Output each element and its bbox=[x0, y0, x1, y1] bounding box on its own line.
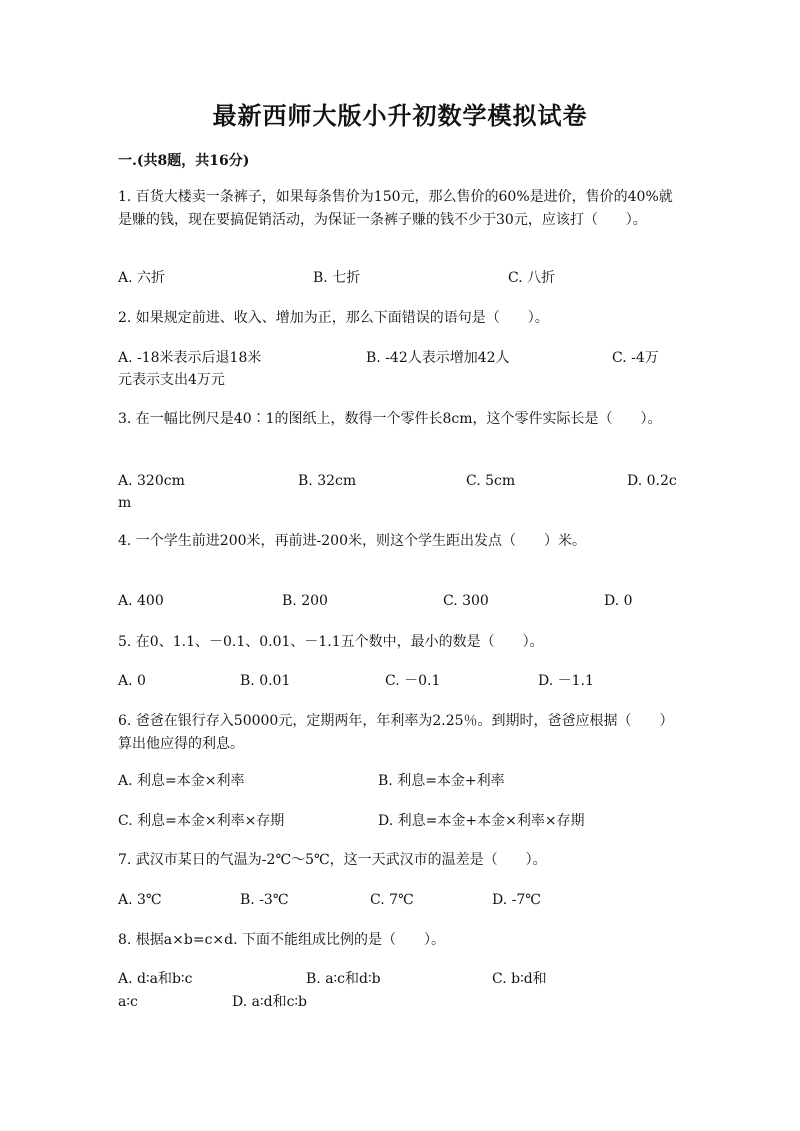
q2-option-c[interactable]: C. -4万 bbox=[612, 350, 659, 366]
q1-option-c[interactable]: C. 八折 bbox=[508, 270, 556, 286]
q4-option-b[interactable]: B. 200 bbox=[282, 593, 328, 609]
q1-option-b[interactable]: B. 七折 bbox=[313, 270, 361, 286]
q6-option-a[interactable]: A. 利息=本金×利率 bbox=[118, 773, 245, 789]
q5-option-a[interactable]: A. 0 bbox=[118, 673, 146, 689]
q6-option-c[interactable]: C. 利息=本金×利率×存期 bbox=[118, 813, 285, 829]
q3-option-a[interactable]: A. 320cm bbox=[118, 473, 185, 489]
question-1: 1. 百货大楼卖一条裤子，如果每条售价为150元，那么售价的60%是进价，售价的40%就是赚的钱，现在要搞促销活动，为保证一条裤子赚的钱不少于30元，应该打（ ）。 bbox=[118, 189, 673, 228]
q5-option-b[interactable]: B. 0.01 bbox=[240, 673, 291, 689]
q4-option-d[interactable]: D. 0 bbox=[604, 593, 633, 609]
q5-option-c[interactable]: C. －0.1 bbox=[385, 673, 441, 689]
question-8: 8. 根据a×b=c×d. 下面不能组成比例的是（ ）。 bbox=[118, 932, 446, 948]
q4-option-c[interactable]: C. 300 bbox=[443, 593, 489, 609]
question-3: 3. 在一幅比例尺是40∶1的图纸上，数得一个零件长8cm，这个零件实际长是（ ）。 bbox=[118, 411, 662, 427]
q5-option-d[interactable]: D. －1.1 bbox=[538, 673, 594, 689]
q3-option-d[interactable]: D. 0.2c bbox=[627, 473, 677, 489]
q2-option-c-continued: 元表示支出4万元 bbox=[118, 372, 225, 388]
q6-option-d[interactable]: D. 利息=本金+本金×利率×存期 bbox=[378, 813, 585, 829]
q7-option-a[interactable]: A. 3℃ bbox=[118, 892, 162, 908]
q2-option-a[interactable]: A. -18米表示后退18米 bbox=[118, 350, 262, 366]
q4-option-a[interactable]: A. 400 bbox=[118, 593, 164, 609]
q6-option-b[interactable]: B. 利息=本金+利率 bbox=[378, 773, 505, 789]
q1-option-a[interactable]: A. 六折 bbox=[118, 270, 166, 286]
q3-option-c[interactable]: C. 5cm bbox=[466, 473, 516, 489]
question-2: 2. 如果规定前进、收入、增加为正，那么下面错误的语句是（ ）。 bbox=[118, 310, 549, 326]
q7-option-c[interactable]: C. 7℃ bbox=[370, 892, 414, 908]
q2-option-b[interactable]: B. -42人表示增加42人 bbox=[366, 350, 510, 366]
question-5: 5. 在0、1.1、－0.1、0.01、－1.1五个数中，最小的数是（ ）。 bbox=[118, 634, 544, 650]
q8-option-a[interactable]: A. d∶a和b∶c bbox=[118, 971, 193, 987]
q8-option-b[interactable]: B. a∶c和d∶b bbox=[306, 971, 381, 987]
q7-option-d[interactable]: D. -7℃ bbox=[492, 892, 541, 908]
question-4: 4. 一个学生前进200米，再前进-200米，则这个学生距出发点（ ）米。 bbox=[118, 533, 586, 549]
q7-option-b[interactable]: B. -3℃ bbox=[240, 892, 289, 908]
q3-option-b[interactable]: B. 32cm bbox=[298, 473, 357, 489]
question-7: 7. 武汉市某日的气温为-2℃～5℃，这一天武汉市的温差是（ ）。 bbox=[118, 852, 547, 868]
q8-option-c-continued: a∶c bbox=[118, 994, 138, 1010]
question-6: 6. 爸爸在银行存入50000元，定期两年，年利率为2.25％。到期时，爸爸应根据（ ）算出他应得的利息。 bbox=[118, 713, 674, 752]
q8-option-d[interactable]: D. a∶d和c∶b bbox=[232, 994, 308, 1010]
q3-option-d-continued: m bbox=[118, 495, 132, 511]
q8-option-c[interactable]: C. b∶d和 bbox=[492, 971, 547, 987]
section-heading: 一.(共8题，共16分) bbox=[118, 153, 250, 169]
page-title: 最新西师大版小升初数学模拟试卷 bbox=[212, 101, 588, 130]
